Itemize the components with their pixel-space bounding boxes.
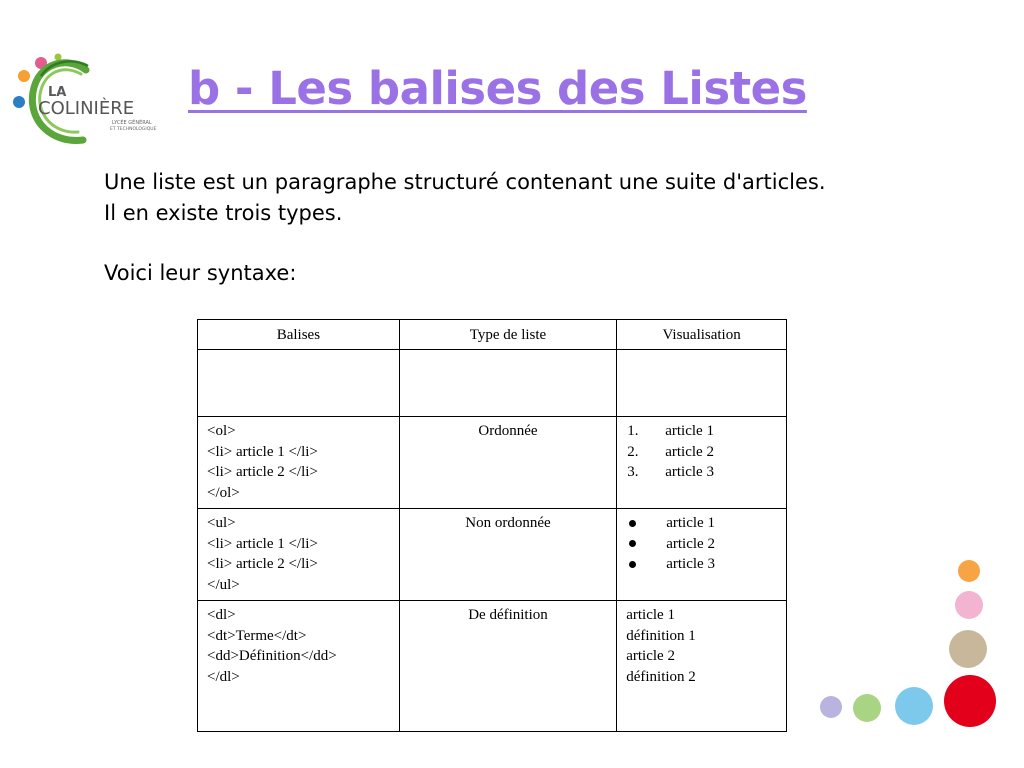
list-item — [626, 554, 777, 575]
list-tags-table — [197, 319, 787, 732]
code-line: <ul> — [207, 515, 236, 531]
list-item-text: article 1 — [666, 515, 715, 531]
code-line: </dl> — [207, 668, 240, 685]
header-balises: Balises — [198, 320, 400, 350]
lavender-dot-icon — [820, 696, 842, 718]
orange-dot-icon — [958, 560, 980, 582]
svg-text:LA: LA — [48, 85, 67, 100]
page-title: b - Les balises des Listes — [188, 62, 807, 115]
svg-text:LYCÉE GÉNÉRAL: LYCÉE GÉNÉRAL — [112, 120, 152, 126]
code-cell — [198, 417, 400, 509]
list-number: 1. — [627, 423, 639, 439]
list-item — [626, 421, 777, 442]
list-item-text: article 2 — [665, 443, 714, 460]
list-item-text: article 1 — [665, 423, 714, 439]
list-item — [626, 462, 777, 483]
list-item-text: article 2 — [666, 535, 715, 552]
code-line: <li> article 1 </li> — [207, 535, 318, 552]
code-cell — [198, 509, 400, 601]
empty-cell — [198, 350, 400, 417]
code-line: </ol> — [207, 484, 240, 501]
list-item — [626, 442, 777, 463]
header-visualisation: Visualisation — [617, 320, 787, 350]
table-row-empty — [198, 350, 787, 417]
type-cell: De définition — [399, 601, 616, 732]
beige-dot-icon — [949, 630, 987, 668]
code-line: <li> article 2 </li> — [207, 556, 318, 572]
bullet-icon — [629, 540, 636, 547]
bullet-icon — [629, 520, 636, 527]
green-dot-icon — [853, 694, 881, 722]
list-item — [626, 534, 777, 555]
empty-cell — [617, 350, 787, 417]
intro-line-2: Il en existe trois types. — [104, 201, 343, 225]
code-line: <li> article 1 </li> — [207, 443, 318, 460]
intro-text — [104, 167, 826, 289]
visual-cell — [617, 417, 787, 509]
table-header-row — [198, 320, 787, 350]
definition-line: définition 1 — [626, 627, 696, 644]
list-item-text: article 3 — [666, 556, 715, 572]
table-row-ordered — [198, 417, 787, 509]
code-line: </ul> — [207, 576, 240, 593]
bullet-icon — [629, 561, 636, 568]
table-row-definition — [198, 601, 787, 732]
red-dot-icon — [944, 675, 996, 727]
school-logo — [8, 52, 173, 147]
definition-line: article 2 — [626, 648, 675, 664]
code-line: <dl> — [207, 607, 236, 623]
definition-line: article 1 — [626, 607, 675, 623]
code-cell — [198, 601, 400, 732]
list-item-text: article 3 — [665, 464, 714, 480]
visual-cell — [617, 601, 787, 732]
list-item — [626, 513, 777, 534]
intro-line-1: Une liste est un paragraphe structuré contenant une suite d'articles. — [104, 170, 826, 194]
svg-text:ET TECHNOLOGIQUE: ET TECHNOLOGIQUE — [110, 127, 157, 132]
intro-line-3: Voici leur syntaxe: — [104, 261, 297, 285]
blue-dot-icon — [895, 687, 933, 725]
colinière-logo-icon — [8, 52, 173, 147]
definition-line: définition 2 — [626, 668, 696, 685]
code-line: <dt>Terme</dt> — [207, 627, 307, 644]
pink-dot-icon — [955, 591, 983, 619]
code-line: <ol> — [207, 423, 236, 439]
header-type: Type de liste — [399, 320, 616, 350]
type-cell: Ordonnée — [399, 417, 616, 509]
list-number: 2. — [627, 443, 639, 460]
list-number: 3. — [627, 464, 639, 480]
table-row-unordered — [198, 509, 787, 601]
code-line: <li> article 2 </li> — [207, 464, 318, 480]
code-line: <dd>Définition</dd> — [207, 648, 337, 664]
visual-cell — [617, 509, 787, 601]
empty-cell — [399, 350, 616, 417]
type-cell: Non ordonnée — [399, 509, 616, 601]
svg-text:COLINIÈRE: COLINIÈRE — [38, 98, 135, 119]
